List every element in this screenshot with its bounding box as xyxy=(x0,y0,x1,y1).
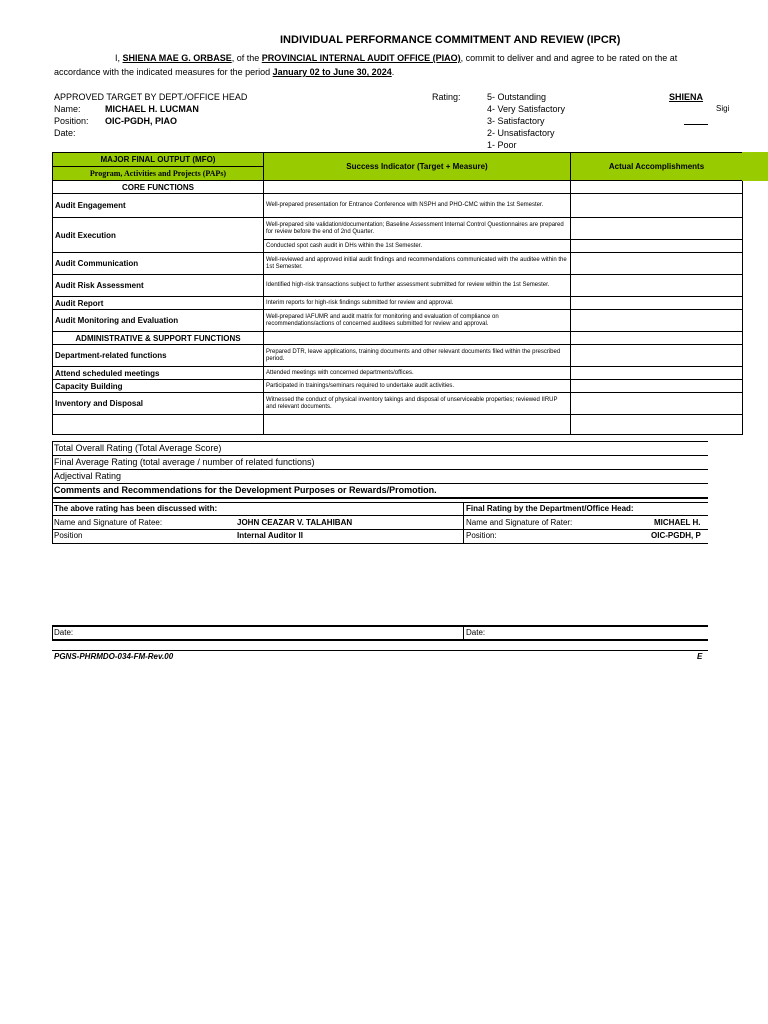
approved-date-label: Date: xyxy=(54,128,76,138)
mfo-cell: Audit Communication xyxy=(53,253,264,275)
accomplishment-cell[interactable] xyxy=(571,297,743,310)
accomplishment-cell[interactable] xyxy=(571,310,743,332)
header-overflow xyxy=(742,152,768,181)
discussed-with-heading: The above rating has been discussed with: xyxy=(54,504,218,513)
table-row xyxy=(53,310,743,332)
ratee-sign-label: Sigi xyxy=(716,104,730,113)
rating-5: 5- Outstanding xyxy=(487,92,547,102)
success-indicator-cell: Well-prepared site validation/documentation; Baseline Assessment Internal Control Questionnaires are prepared for review before the end of 2nd Quarter. xyxy=(264,218,571,240)
table-row xyxy=(53,380,743,393)
table-row xyxy=(53,367,743,380)
success-indicator-header: Success Indicator (Target + Measure) xyxy=(264,153,571,181)
mfo-cell: Capacity Building xyxy=(53,380,264,393)
approved-name-label: Name: xyxy=(54,104,81,114)
office-name: PROVINCIAL INTERNAL AUDIT OFFICE (PIAO) xyxy=(261,53,461,63)
intro-period-text: accordance with the indicated measures for the period xyxy=(54,67,271,77)
approved-name: MICHAEL H. LUCMAN xyxy=(105,104,199,114)
table-row xyxy=(53,297,743,310)
ipcr-table xyxy=(52,152,743,435)
table-row xyxy=(53,253,743,275)
rater-label: Name and Signature of Rater: xyxy=(466,518,573,527)
total-overall-rating: Total Overall Rating (Total Average Score) xyxy=(54,443,222,453)
mfo-cell: Audit Engagement xyxy=(53,194,264,218)
mfo-cell: Audit Monitoring and Evaluation xyxy=(53,310,264,332)
paps-header: Program, Activities and Projects (PAPs) xyxy=(53,167,264,181)
approved-position-label: Position: xyxy=(54,116,89,126)
mfo-cell: Attend scheduled meetings xyxy=(53,367,264,380)
signature-line xyxy=(684,124,708,125)
core-functions-heading: CORE FUNCTIONS xyxy=(53,181,264,194)
approved-position: OIC-PGDH, PIAO xyxy=(105,116,178,126)
rating-4: 4- Very Satisfactory xyxy=(487,104,566,114)
rating-2: 2- Unsatisfactory xyxy=(487,128,555,138)
employee-name: SHIENA MAE G. ORBASE xyxy=(122,53,232,63)
ratee-label: Name and Signature of Ratee: xyxy=(54,518,163,527)
comments-recommendations: Comments and Recommendations for the Development Purposes or Rewards/Promotion. xyxy=(54,485,437,495)
period-range: January 02 to June 30, 2024 xyxy=(272,67,392,77)
accomplishment-cell[interactable] xyxy=(571,345,743,367)
accomplishment-cell[interactable] xyxy=(571,194,743,218)
accomplishment-cell[interactable] xyxy=(571,240,743,253)
final-average-rating: Final Average Rating (total average / number of related functions) xyxy=(54,457,315,467)
success-indicator-cell: Witnessed the conduct of physical inventory takings and disposal of unserviceable properties; reviewed IIRUP and relevant documents. xyxy=(264,393,571,415)
mfo-cell: Department-related functions xyxy=(53,345,264,367)
mfo-cell: Audit Execution xyxy=(53,218,264,253)
success-indicator-cell: Well-prepared IAFUMR and audit matrix for monitoring and evaluation of compliance on recommendations/actions of concerned auditees submitted for review and approval. xyxy=(264,310,571,332)
mfo-cell: Audit Risk Assessment xyxy=(53,275,264,297)
rater-position-label: Position: xyxy=(466,531,497,540)
table-row xyxy=(53,194,743,218)
rating-label: Rating: xyxy=(432,92,461,102)
rater-position: OIC-PGDH, P xyxy=(651,531,701,540)
success-indicator-cell: Interim reports for high-risk findings submitted for review and approval. xyxy=(264,297,571,310)
date-right-label: Date: xyxy=(466,628,486,637)
rating-1: 1- Poor xyxy=(487,140,517,150)
accomplishment-cell[interactable] xyxy=(571,393,743,415)
success-indicator-cell: Conducted spot cash audit in DHs within the 1st Semester. xyxy=(264,240,571,253)
table-row xyxy=(53,218,743,240)
intro-i: I, xyxy=(115,53,121,63)
ratee-position-label: Position xyxy=(54,531,83,540)
success-indicator-cell: Well-reviewed and approved initial audit findings and recommendations communicated with the auditee within the 1st Semester. xyxy=(264,253,571,275)
accomplishment-cell[interactable] xyxy=(571,253,743,275)
intro-commit: , commit to deliver and and agree to be rated on the at xyxy=(460,53,678,63)
success-indicator-cell: Prepared DTR, leave applications, training documents and other relevant documents filed within the prescribed period. xyxy=(264,345,571,367)
rating-3: 3- Satisfactory xyxy=(487,116,545,126)
intro-line-1 xyxy=(115,53,677,63)
success-indicator-cell: Attended meetings with concerned departments/offices. xyxy=(264,367,571,380)
table-row xyxy=(53,275,743,297)
form-title: INDIVIDUAL PERFORMANCE COMMITMENT AND REVIEW (IPCR) xyxy=(280,34,621,46)
accomplishment-cell[interactable] xyxy=(571,367,743,380)
ratee-position: Internal Auditor II xyxy=(237,531,303,540)
ratee-name-cut: SHIENA xyxy=(669,92,704,102)
adjectival-rating: Adjectival Rating xyxy=(54,471,122,481)
intro-end: . xyxy=(391,67,395,77)
footer-right-text: E xyxy=(697,652,703,661)
form-code: PGNS-PHRMDO-034-FM-Rev.00 xyxy=(54,652,174,661)
approved-heading: APPROVED TARGET BY DEPT./OFFICE HEAD xyxy=(54,92,248,102)
intro-line-2 xyxy=(54,67,394,77)
intro-of: , of the xyxy=(231,53,260,63)
admin-functions-heading: ADMINISTRATIVE & SUPPORT FUNCTIONS xyxy=(53,332,264,345)
accomplishment-cell[interactable] xyxy=(571,380,743,393)
table-row xyxy=(53,393,743,415)
rater-name: MICHAEL H. xyxy=(654,518,701,527)
accomplishment-cell[interactable] xyxy=(571,218,743,240)
final-rating-heading: Final Rating by the Department/Office Head: xyxy=(466,504,634,513)
mfo-cell: Inventory and Disposal xyxy=(53,393,264,415)
table-row xyxy=(53,345,743,367)
success-indicator-cell: Well-prepared presentation for Entrance Conference with NSPH and PHO-CMC within the 1st Semester. xyxy=(264,194,571,218)
success-indicator-cell: Participated in trainings/seminars required to undertake audit activities. xyxy=(264,380,571,393)
date-left-label: Date: xyxy=(54,628,74,637)
success-indicator-cell: Identified high-risk transactions subject to further assessment submitted for review within the 1st Semester. xyxy=(264,275,571,297)
mfo-header: MAJOR FINAL OUTPUT (MFO) xyxy=(53,153,264,167)
ratee-name: JOHN CEAZAR V. TALAHIBAN xyxy=(237,518,353,527)
mfo-cell: Audit Report xyxy=(53,297,264,310)
actual-accomplishments-header: Actual Accomplishments xyxy=(571,153,743,181)
accomplishment-cell[interactable] xyxy=(571,275,743,297)
